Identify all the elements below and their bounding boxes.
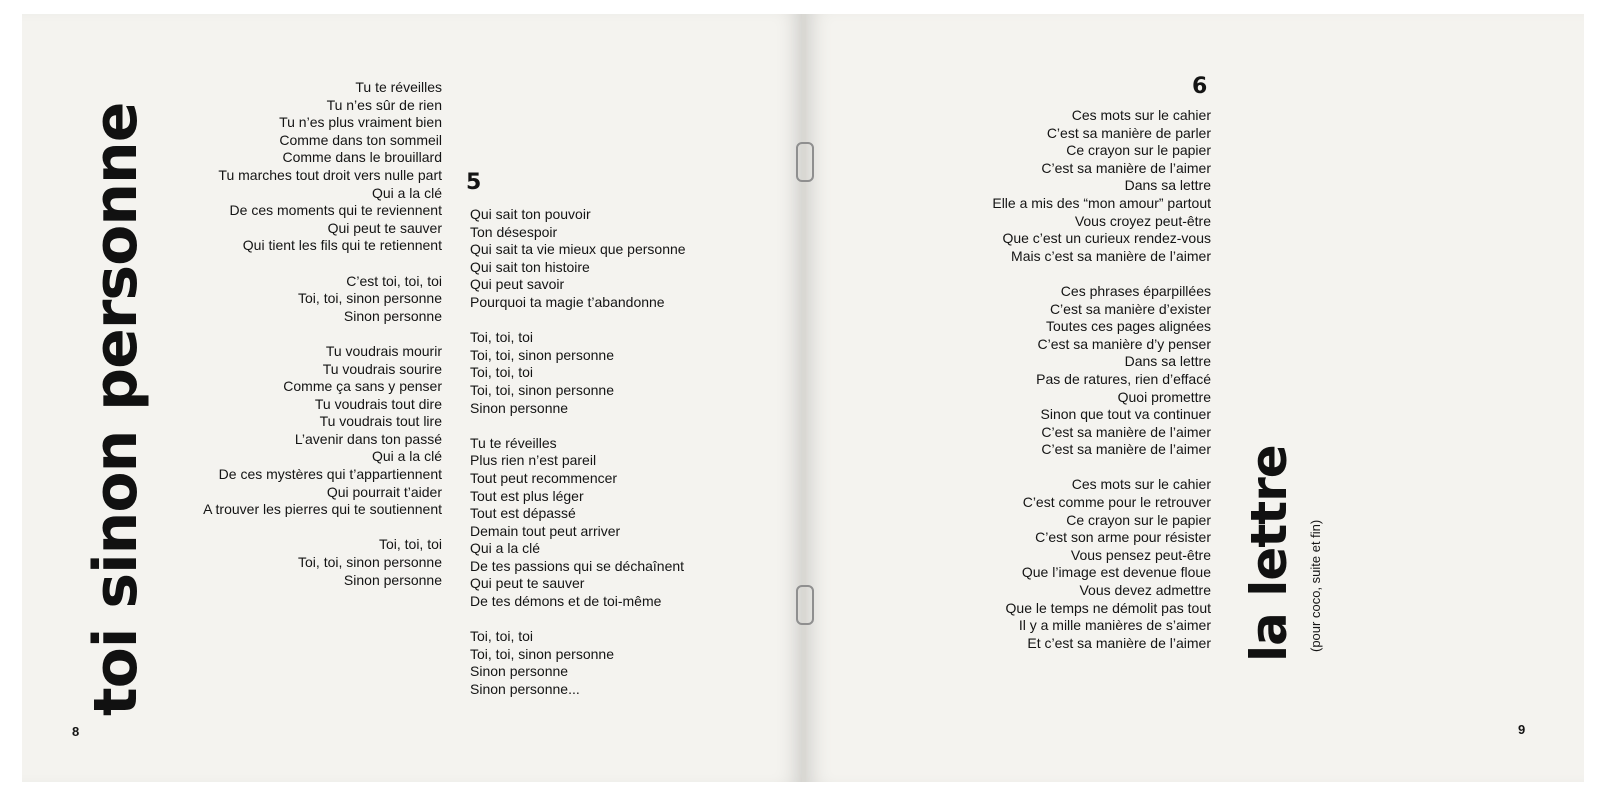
lyric-line: Toi, toi, toi [470, 364, 534, 381]
lyric-line: C’est sa manière d’exister [1049, 300, 1211, 317]
lyric-line: Pourquoi ta magie t’abandonne [470, 293, 665, 310]
lyric-line: Toi, toi, sinon personne [470, 346, 614, 363]
right-page-number: 9 [1518, 722, 1526, 737]
lyric-line: Tu voudrais mourir [325, 342, 442, 359]
right-song-title: la lettre [1240, 445, 1298, 662]
lyric-line: Demain tout peut arriver [470, 522, 621, 539]
lyric-line: Qui a la clé [371, 184, 442, 201]
lyric-line: Comme dans le brouillard [282, 149, 442, 166]
staple-top [796, 142, 814, 182]
lyric-line: Sinon personne [343, 571, 442, 588]
staple-bottom [796, 585, 814, 625]
lyric-line: Toi, toi, sinon personne [470, 645, 614, 662]
lyric-line: Qui peut savoir [470, 276, 565, 293]
lyric-line: Qui tient les fils qui te retiennent [242, 237, 442, 254]
right-song-subtitle: (pour coco, suite et fin) [1308, 519, 1323, 652]
lyric-line: De tes passions qui se déchaînent [470, 557, 685, 574]
lyric-line: Qui pourrait t’aider [326, 483, 442, 500]
lyric-line: Comme dans ton sommeil [279, 131, 442, 148]
lyric-line: De tes démons et de toi-même [470, 593, 662, 610]
lyric-line: Sinon que tout va continuer [1040, 406, 1211, 423]
lyric-line: De ces moments qui te reviennent [229, 202, 442, 219]
lyric-line: Tu voudrais tout lire [319, 413, 442, 430]
lyric-line: Toutes ces pages alignées [1046, 318, 1211, 335]
lyric-line: Toi, toi, toi [470, 628, 534, 645]
lyric-line: Comme ça sans y penser [283, 378, 442, 395]
lyric-line: Tout est plus léger [470, 487, 584, 504]
lyric-line: Qui peut te sauver [470, 575, 585, 592]
lyric-line: Quoi promettre [1117, 388, 1211, 405]
lyric-line: Tu marches tout droit vers nulle part [218, 166, 442, 183]
lyric-line: Toi, toi, sinon personne [298, 554, 442, 571]
lyric-line: C’est sa manière de parler [1046, 124, 1211, 141]
lyric-line: Vous devez admettre [1079, 582, 1211, 599]
lyric-line: Sinon personne... [470, 681, 580, 698]
lyric-line: C’est sa manière d’y penser [1037, 335, 1211, 352]
lyric-line: A trouver les pierres qui te soutiennent [203, 501, 442, 518]
stanza-break [905, 459, 1211, 477]
lyric-line: Toi, toi, toi [378, 536, 442, 553]
lyric-line: Elle a mis des “mon amour” partout [992, 194, 1211, 211]
stanza-break [905, 265, 1211, 283]
lyric-line: C’est sa manière de l’aimer [1041, 159, 1211, 176]
lyric-line: Et c’est sa manière de l’aimer [1027, 634, 1211, 651]
lyric-line: Dans sa lettre [1124, 353, 1211, 370]
left-song-number: 5 [466, 170, 482, 195]
left-song-title: toi sinon personne [81, 102, 151, 716]
lyric-line: Tu n’es plus vraiment bien [279, 114, 442, 131]
lyric-line: Ces mots sur le cahier [1071, 476, 1211, 493]
lyric-line: Toi, toi, toi [470, 329, 534, 346]
lyric-line: Tu n’es sûr de rien [326, 96, 442, 113]
lyric-line: Toi, toi, sinon personne [298, 290, 442, 307]
lyric-line: C’est sa manière de l’aimer [1041, 423, 1211, 440]
lyric-line: Vous croyez peut-être [1074, 212, 1211, 229]
lyric-line: Tu te réveilles [470, 434, 557, 451]
right-song-number: 6 [1192, 74, 1208, 99]
lyric-line: C’est son arme pour résister [1035, 529, 1211, 546]
lyric-line: C’est comme pour le retrouver [1022, 494, 1211, 511]
lyric-line: Sinon personne [470, 399, 569, 416]
lyric-line: Pas de ratures, rien d’effacé [1036, 370, 1211, 387]
lyric-line: Sinon personne [470, 663, 569, 680]
lyric-line: Sinon personne [343, 307, 442, 324]
lyric-line: Dans sa lettre [1124, 177, 1211, 194]
lyric-line: C’est sa manière de l’aimer [1041, 441, 1211, 458]
stanza-break [150, 519, 442, 537]
lyric-line: Mais c’est sa manière de l’aimer [1011, 247, 1211, 264]
lyric-line: De ces mystères qui t’appartiennent [218, 466, 442, 483]
left-lyrics-column [150, 79, 442, 589]
lyric-line: Qui a la clé [470, 540, 541, 557]
lyric-line: Que le temps ne démolit pas tout [1005, 599, 1211, 616]
lyric-line: Qui peut te sauver [327, 219, 442, 236]
stanza-break [470, 312, 770, 330]
stanza-break [470, 417, 770, 435]
lyric-line: Qui sait ta vie mieux que personne [470, 241, 686, 258]
lyric-line: Tu te réveilles [355, 79, 442, 95]
lyric-line: Que c’est un curieux rendez-vous [1002, 230, 1211, 247]
lyric-line: Qui sait ton histoire [470, 258, 590, 275]
lyric-line: Il y a mille manières de s’aimer [1018, 617, 1211, 634]
right-lyrics-column [470, 206, 770, 699]
lyric-line: Tu voudrais sourire [322, 360, 442, 377]
stanza-break [150, 325, 442, 343]
stanza-break [470, 611, 770, 629]
lyric-line: Ces phrases éparpillées [1060, 282, 1211, 299]
lyric-line: Toi, toi, sinon personne [470, 381, 614, 398]
lyric-line: Tout peut recommencer [470, 469, 618, 486]
lyric-line: Que l’image est devenue floue [1021, 564, 1211, 581]
left-page-number: 8 [72, 724, 80, 739]
stanza-break [150, 255, 442, 273]
lyric-line: Ton désespoir [470, 223, 558, 240]
lyric-line: Ce crayon sur le papier [1066, 142, 1211, 159]
lyric-line: Ces mots sur le cahier [1071, 107, 1211, 123]
lyric-line: Plus rien n’est pareil [470, 452, 597, 469]
lyric-line: L’avenir dans ton passé [294, 430, 442, 447]
lyric-line: Ce crayon sur le papier [1066, 511, 1211, 528]
lyric-line: Tu voudrais tout dire [314, 395, 442, 412]
lyric-line: C’est toi, toi, toi [346, 272, 442, 289]
lyric-line: Qui a la clé [371, 448, 442, 465]
lyric-line: Tout est dépassé [470, 505, 576, 522]
lyric-line: Vous pensez peut-être [1070, 546, 1211, 563]
lettre-lyrics-column [905, 107, 1211, 652]
lyric-line: Qui sait ton pouvoir [470, 206, 591, 222]
